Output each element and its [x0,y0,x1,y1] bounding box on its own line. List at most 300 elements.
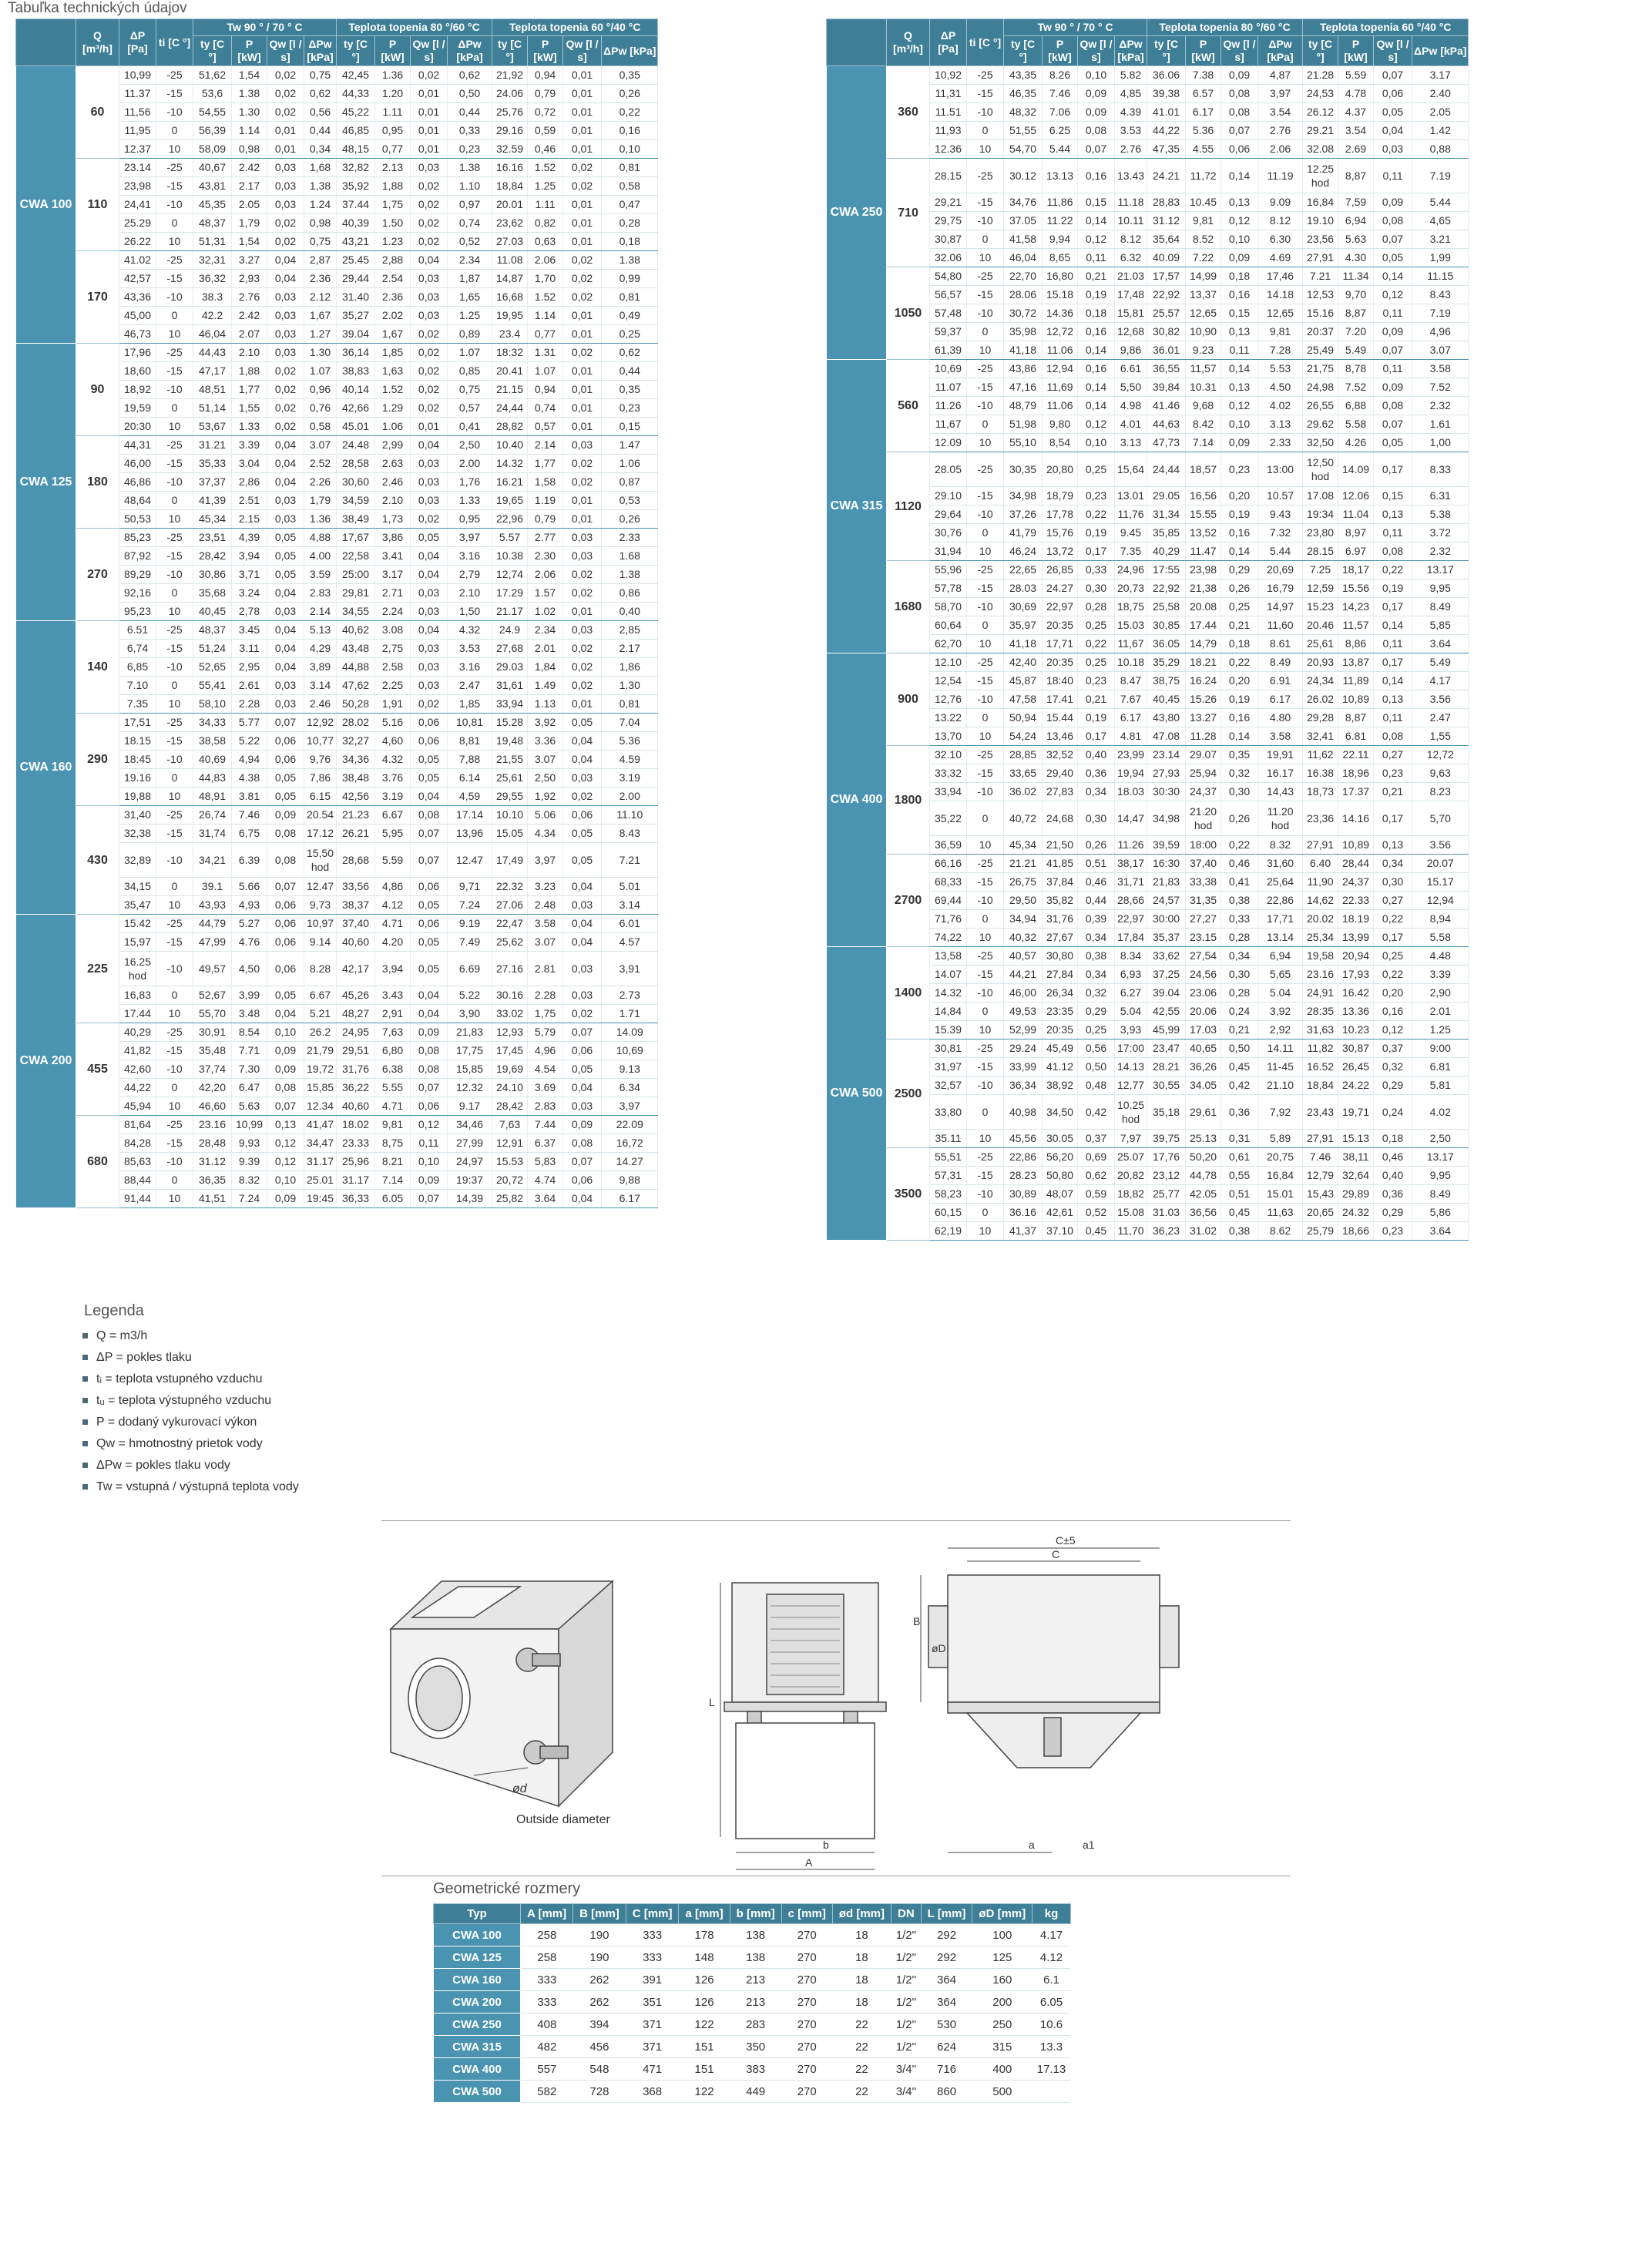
geo-cell: 270 [781,1924,832,1946]
cell: 4.78 [1338,85,1374,103]
cell: 4.57 [602,933,658,952]
cell: 35,68 [193,584,232,603]
cell: 8,87 [1338,304,1374,323]
cell: 2,50 [1412,1130,1469,1148]
cell: 57,78 [930,579,967,598]
cell: 0,03 [563,952,602,986]
cell: 0 [156,122,193,140]
cell: 40,65 [1186,1040,1221,1058]
geo-cell: 22 [832,2081,891,2103]
cell: -10 [156,566,193,584]
cell: 85,23 [119,529,156,547]
cell: 1.25 [448,307,492,325]
cell: 8,87 [1338,709,1374,727]
cell: 11,62 [1303,746,1338,764]
cell: 12,77 [1115,1076,1147,1095]
cell: 39,38 [1147,85,1186,103]
cell: 28,44 [1338,855,1374,873]
cell: -10 [156,103,193,122]
cell: 15.16 [1303,304,1338,323]
cell: 0,35 [1221,746,1258,764]
cell: 25,64 [1258,873,1303,892]
q-value: 90 [76,344,119,436]
header-blank [827,19,887,66]
cell: 25,96 [337,1153,375,1171]
cell: 0,57 [528,418,563,436]
cell: 7,88 [448,751,492,769]
cell: 31.02 [1186,1222,1221,1241]
cell: 0,42 [1221,1076,1258,1095]
cell: 0,09 [267,1190,304,1208]
table-row [16,529,658,547]
cell: 17,67 [337,529,375,547]
cell: 24,37 [1338,873,1374,892]
cell: 55,10 [1004,434,1043,452]
cell: 36,59 [930,836,967,855]
cell: 9.13 [602,1060,658,1079]
cell: 0,04 [267,270,304,288]
header-p: P [kW] [375,36,411,66]
header-dp: ΔP [Pa] [119,19,156,66]
header-p: P [kW] [232,36,267,66]
cell: 36,22 [337,1079,375,1097]
cell: 42,17 [337,952,375,986]
cell: 0,25 [602,325,658,344]
cell: 17.41 [1043,690,1078,709]
cell: -25 [967,360,1004,378]
cell: 0,04 [411,986,448,1005]
cell: 10.23 [1338,1021,1374,1040]
cell: 1.71 [602,1005,658,1023]
cell: 40,45 [193,603,232,621]
cell: 20,73 [1115,579,1147,598]
cell: 3,94 [232,547,267,566]
table-row [827,159,1469,193]
cell: 2.48 [528,896,563,915]
legend-item: ΔPw = pokles tlaku vody [81,1459,299,1473]
cell: 14.09 [602,1023,658,1042]
cell: 11,63 [1258,1204,1303,1222]
cell: 0,01 [563,140,602,159]
cell: 5.44 [1412,193,1469,212]
cell: 18:45 [119,751,156,769]
geo-cell: 292 [921,1946,972,1969]
geo-cell: 548 [573,2058,626,2081]
cell: 16.24 [1186,672,1221,690]
geo-cell: 449 [730,2081,781,2103]
cell: 1.23 [375,233,411,251]
geometry-title: Geometrické rozmery [433,1880,581,1897]
cell: 20,75 [1258,1148,1303,1167]
cell: 35,22 [930,801,967,836]
cell: 37,37 [193,473,232,492]
cell: 6.17 [1258,690,1303,709]
cell: 47,99 [193,933,232,952]
geo-cell [1032,2081,1071,2103]
C-label: C [1052,1548,1060,1560]
cell: 1.10 [448,177,492,196]
cell: 39,84 [1147,378,1186,397]
cell: 31.21 [193,436,232,455]
cell: 15.42 [119,915,156,933]
cell: 0,02 [411,344,448,362]
cell: 15.23 [1303,598,1338,616]
cell: 3.07 [528,933,563,952]
cell: 0,23 [448,140,492,159]
cell: 3.14 [602,896,658,915]
cell: 27,67 [1043,929,1078,947]
cell: 3,97 [602,1097,658,1116]
cell: 51,62 [193,66,232,85]
cell: 7.21 [602,843,658,878]
cell: 0,05 [1374,249,1412,267]
cell: 0,10 [1078,434,1115,452]
cell: 0,02 [411,325,448,344]
cell: 10,89 [1338,690,1374,709]
cell: -10 [967,1185,1004,1204]
geo-cell: 148 [679,1946,730,1969]
cell: 48,15 [337,140,375,159]
cell: 0,17 [1374,452,1412,487]
cell: 0 [156,307,193,325]
cell: 51,31 [193,233,232,251]
header-p: P [kW] [1338,36,1374,66]
cell: 0,02 [563,270,602,288]
cell: 19,48 [492,732,528,751]
cell: 0 [967,709,1004,727]
cell: 6.05 [375,1190,411,1208]
cell: 8.28 [304,952,337,986]
cell: 0 [967,1204,1004,1222]
cell: 1,86 [602,658,658,677]
cell: 1,91 [375,695,411,714]
cell: 24,91 [1303,984,1338,1003]
cell: -25 [156,915,193,933]
cell: 0,81 [602,159,658,177]
cell: 3.56 [1412,690,1469,709]
cell: 11.10 [602,806,658,825]
cell: 0,02 [267,214,304,233]
cell: 0,07 [563,1153,602,1171]
cell: 9.19 [448,915,492,933]
cell: 0,03 [411,288,448,307]
cell: 3.17 [1412,66,1469,85]
cell: 10.40 [492,436,528,455]
cell: 0,10 [1221,230,1258,249]
cell: 10 [156,788,193,806]
cell: 2,79 [448,566,492,584]
cell: 0,08 [267,1079,304,1097]
cell: 6.61 [1115,360,1147,378]
cell: 16,79 [1258,579,1303,598]
cell: 1.50 [375,214,411,233]
cell: 42,40 [1004,653,1043,672]
cell: 0,05 [1374,103,1412,122]
cell: 42.05 [1186,1185,1221,1204]
cell: 12,50 hod [1303,452,1338,487]
cell: 0,75 [448,381,492,399]
cell: 0,52 [448,233,492,251]
cell: 54,80 [930,267,967,286]
geo-cell: 270 [781,1991,832,2014]
cell: 55,51 [930,1148,967,1167]
cell: 7,97 [1115,1130,1147,1148]
cell: 2,91 [375,1005,411,1023]
cell: 0,03 [411,584,448,603]
cell: 34,94 [1004,910,1043,929]
cell: 0,44 [304,122,337,140]
cell: 13,70 [930,727,967,746]
cell: 2,99 [375,436,411,455]
cell: 8,94 [1412,910,1469,929]
cell: 1,70 [528,270,563,288]
cell: 3,92 [528,714,563,732]
cell: 11.07 [930,378,967,397]
cell: 0,16 [1221,709,1258,727]
cell: 6,88 [1338,397,1374,415]
cell: 8.62 [1258,1222,1303,1241]
cell: 0,01 [563,510,602,529]
cell: 57,48 [930,304,967,323]
cell: 0,25 [1078,452,1115,487]
cell: 5.22 [232,732,267,751]
cell: 12,72 [1412,746,1469,764]
cell: 37,26 [1004,505,1043,524]
header-ty: ty [C °] [193,36,232,66]
cell: -25 [156,1116,193,1134]
cell: 20.54 [304,806,337,825]
cell: 2.83 [304,584,337,603]
cell: 43,48 [337,640,375,658]
cell: 7.22 [1186,249,1221,267]
cell: 28.05 [930,452,967,487]
cell: 22,92 [1147,286,1186,304]
cell: 0,17 [1374,801,1412,836]
cell: 30,85 [1147,616,1186,635]
cell: 0,03 [563,769,602,788]
cell: -15 [156,825,193,843]
cell: 15.05 [492,825,528,843]
cell: 19,91 [1258,746,1303,764]
cell: 25,61 [492,769,528,788]
cell: 0,02 [563,177,602,196]
cell: 21.20 hod [1186,801,1221,836]
cell: 9,80 [1043,415,1078,434]
cell: 0,05 [267,788,304,806]
cell: 21.28 [1303,66,1338,85]
q-value: 1680 [887,561,930,653]
cell: 9,86 [1115,341,1147,360]
cell: 0,22 [602,103,658,122]
cell: 5.44 [1043,140,1078,159]
cell: 23.33 [337,1134,375,1153]
cell: 0,04 [267,473,304,492]
cell: -15 [967,85,1004,103]
cell: 47.08 [1147,727,1186,746]
cell: 16:30 [1147,855,1186,873]
cell: 68,33 [930,873,967,892]
cell: -15 [156,1134,193,1153]
cell: 20,65 [1303,1204,1338,1222]
cell: 0,21 [1078,267,1115,286]
geo-cell: 350 [730,2036,781,2058]
geo-cell: 22 [832,2014,891,2036]
cell: 8,87 [1338,159,1374,193]
cell: 33,94 [930,783,967,801]
cell: 9,81 [1186,212,1221,230]
cell: 0,03 [563,986,602,1005]
cell: 20.07 [1412,855,1469,873]
cell: 0,75 [304,66,337,85]
cell: 19,59 [119,399,156,418]
cell: 0,05 [267,529,304,547]
cell: 10 [156,896,193,915]
cell: 2.15 [232,510,267,529]
cell: 6.25 [1043,122,1078,140]
cell: 5.58 [1338,415,1374,434]
cell: 3,99 [232,986,267,1005]
cell: 0,86 [602,584,658,603]
cell: 0,06 [267,751,304,769]
cell: 32,52 [1043,746,1078,764]
cell: 0,14 [1221,727,1258,746]
cell: 0,14 [1374,267,1412,286]
cell: 0,01 [411,85,448,103]
cell: 11.06 [1043,341,1078,360]
cell: 41.12 [1043,1058,1078,1076]
cell: 1,77 [528,455,563,473]
cell: 1,63 [375,362,411,381]
cell: 21.15 [492,381,528,399]
geo-cell: 624 [921,2036,972,2058]
cell: 31,71 [1115,873,1147,892]
cell: 35,27 [337,307,375,325]
cell: 0,14 [1078,212,1115,230]
table-row [827,746,1469,764]
cell: 0,32 [1078,984,1115,1003]
cell: 29,51 [337,1042,375,1060]
cell: 35,64 [1147,230,1186,249]
cell: 0,59 [1078,1185,1115,1204]
cell: 32.59 [492,140,528,159]
cell: -10 [967,598,1004,616]
cell: 24.27 [1043,579,1078,598]
cell: 7.71 [232,1042,267,1060]
cell: -25 [967,561,1004,579]
cell: 0,03 [563,547,602,566]
cell: 41,37 [1004,1222,1043,1241]
cell: 22,70 [1004,267,1043,286]
cell: -10 [156,196,193,214]
cell: -25 [967,159,1004,193]
cell: 55,41 [193,677,232,695]
cell: 6,74 [119,640,156,658]
cell: 46,04 [193,325,232,344]
cell: 0,89 [448,325,492,344]
cell: 28.23 [1004,1167,1043,1185]
cell: 52,99 [1004,1021,1043,1040]
cell: 14,23 [1338,598,1374,616]
cell: 18,82 [1115,1185,1147,1204]
cell: 22,47 [492,915,528,933]
cell: 3.56 [1412,836,1469,855]
cell: 4.32 [448,621,492,640]
cell: 0,75 [304,233,337,251]
cell: 29.21 [1303,122,1338,140]
cell: 12.36 [930,140,967,159]
cell: 6.97 [1338,542,1374,561]
cell: 42,60 [119,1060,156,1079]
cell: 24.21 [1147,159,1186,193]
cell: 2.34 [528,621,563,640]
cell: 19:37 [448,1171,492,1190]
header-group-1: Tw 90 ° / 70 ° C [193,19,337,36]
cell: 4.71 [375,915,411,933]
cell: -25 [967,1040,1004,1058]
cell: 17,93 [1338,966,1374,984]
cell: 0,09 [267,1060,304,1079]
cell: 0 [156,986,193,1005]
cell: 2.36 [304,270,337,288]
cell: 0,07 [411,843,448,878]
geo-row [434,1924,1071,1946]
cell: 3.54 [1258,103,1303,122]
cell: 20.08 [1186,598,1221,616]
cell: 6.01 [602,915,658,933]
cell: 24,68 [1043,801,1078,836]
cell: 19,71 [1338,1095,1374,1130]
cell: 41.01 [1147,103,1186,122]
cell: 44,79 [193,915,232,933]
cell: 0,04 [563,751,602,769]
cell: 57,31 [930,1167,967,1185]
cell: 34,76 [1004,193,1043,212]
cell: 44,21 [1004,966,1043,984]
cell: 0,46 [1221,855,1258,873]
geo-cell: 456 [573,2036,626,2058]
cell: 0,02 [563,658,602,677]
cell: -15 [156,177,193,196]
cell: 29,55 [492,788,528,806]
cell: 14.13 [1115,1058,1147,1076]
cell: -10 [156,288,193,307]
cell: 13.14 [1258,929,1303,947]
cell: 0,09 [1374,378,1412,397]
cell: 10 [967,140,1004,159]
cell: 33,99 [1004,1058,1043,1076]
cell: 0,12 [267,1134,304,1153]
cell: 0,06 [411,732,448,751]
cell: 11,67 [930,415,967,434]
cell: 1,85 [375,344,411,362]
cell: 22.09 [602,1116,658,1134]
cell: 1,38 [304,177,337,196]
cell: 0,09 [563,1116,602,1134]
cell: 16.38 [1303,764,1338,783]
table-row [16,1116,658,1134]
cell: -15 [967,1167,1004,1185]
cell: 3.58 [1412,360,1469,378]
cell: 12.09 [930,434,967,452]
cell: 8,78 [1338,360,1374,378]
legend-item: ΔP = pokles tlaku [81,1351,299,1365]
cell: 0,07 [1374,230,1412,249]
cell: 0,28 [1221,984,1258,1003]
cell: 0,47 [602,196,658,214]
cell: 0,51 [1221,1185,1258,1204]
cell: 4.48 [1412,947,1469,966]
cell: 53,6 [193,85,232,103]
